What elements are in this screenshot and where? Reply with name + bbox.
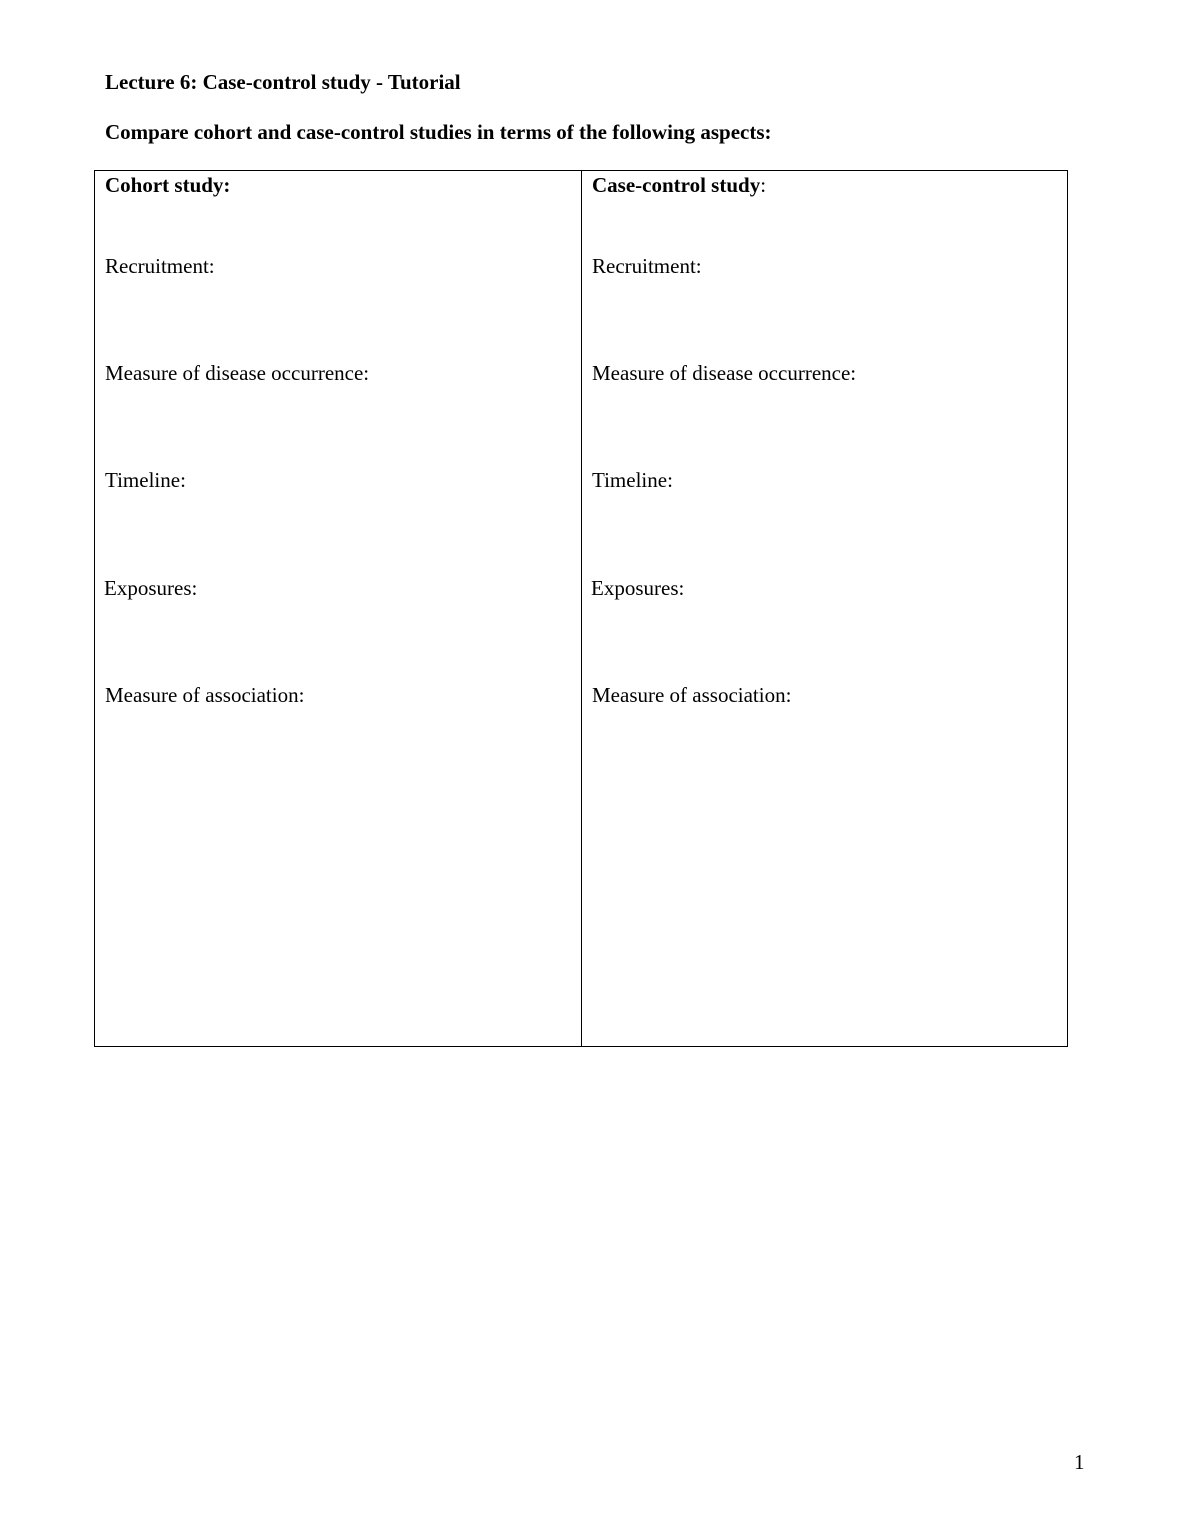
cohort-association-label: Measure of association:: [105, 683, 305, 707]
comparison-table: [94, 170, 1068, 1047]
case-control-association-label: Measure of association:: [592, 683, 792, 707]
cohort-study-column: [95, 171, 582, 1046]
instruction-heading: Compare cohort and case-control studies in terms of the following aspects:: [105, 120, 772, 144]
cohort-measure-disease-label: Measure of disease occurrence:: [105, 361, 370, 385]
case-control-measure-disease-label: Measure of disease occurrence:: [592, 361, 857, 385]
case-control-study-column: [582, 171, 1067, 1046]
case-control-study-header: [592, 173, 766, 198]
cohort-exposures-label: Exposures:: [104, 576, 198, 600]
cohort-study-header: [105, 173, 230, 198]
case-control-recruitment-label: Recruitment:: [592, 254, 702, 278]
case-control-timeline-label: Timeline:: [592, 468, 673, 492]
case-control-exposures-label: Exposures:: [591, 576, 685, 600]
lecture-title: Lecture 6: Case-control study - Tutorial: [105, 70, 461, 94]
case-control-study-header-suffix: :: [760, 173, 767, 197]
page-number: 1: [1074, 1450, 1085, 1474]
cohort-study-header-label: Cohort study:: [105, 173, 231, 197]
cohort-recruitment-label: Recruitment:: [105, 254, 215, 278]
case-control-study-header-label: Case-control study: [592, 173, 761, 197]
cohort-timeline-label: Timeline:: [105, 468, 186, 492]
